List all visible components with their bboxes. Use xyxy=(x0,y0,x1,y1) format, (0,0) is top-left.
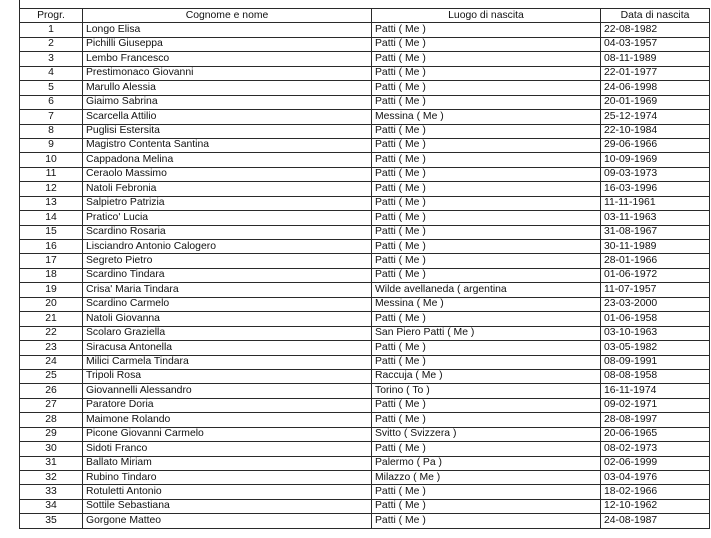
cell-progr: 22 xyxy=(20,326,83,340)
cell-name: Natoli Febronia xyxy=(83,182,372,196)
cell-birthplace: Patti ( Me ) xyxy=(372,196,601,210)
cell-birthdate: 09-02-1971 xyxy=(601,398,710,412)
cell-birthdate: 09-03-1973 xyxy=(601,167,710,181)
cell-progr: 35 xyxy=(20,514,83,528)
table-row xyxy=(20,297,710,311)
cell-birthplace: Svitto ( Svizzera ) xyxy=(372,427,601,441)
cell-birthdate: 03-04-1976 xyxy=(601,471,710,485)
birth-register-table xyxy=(19,8,710,529)
cell-progr: 15 xyxy=(20,225,83,239)
cell-birthdate: 30-11-1989 xyxy=(601,240,710,254)
cell-progr: 33 xyxy=(20,485,83,499)
cell-birthplace: Patti ( Me ) xyxy=(372,95,601,109)
cell-birthdate: 03-11-1963 xyxy=(601,211,710,225)
cell-name: Ballato Miriam xyxy=(83,456,372,470)
cell-name: Pichilli Giuseppa xyxy=(83,37,372,51)
table-row xyxy=(20,110,710,124)
cell-progr: 19 xyxy=(20,283,83,297)
cell-name: Giaimo Sabrina xyxy=(83,95,372,109)
cell-progr: 24 xyxy=(20,355,83,369)
cell-progr: 21 xyxy=(20,312,83,326)
cell-progr: 27 xyxy=(20,398,83,412)
table-header xyxy=(20,9,710,23)
table-row xyxy=(20,95,710,109)
table-row xyxy=(20,485,710,499)
cell-birthdate: 16-11-1974 xyxy=(601,384,710,398)
cell-progr: 17 xyxy=(20,254,83,268)
cell-birthdate: 28-01-1966 xyxy=(601,254,710,268)
cell-birthdate: 10-09-1969 xyxy=(601,153,710,167)
cell-birthdate: 08-08-1958 xyxy=(601,369,710,383)
cell-birthdate: 24-08-1987 xyxy=(601,514,710,528)
cell-birthplace: Patti ( Me ) xyxy=(372,341,601,355)
cell-name: Tripoli Rosa xyxy=(83,369,372,383)
cell-name: Siracusa Antonella xyxy=(83,341,372,355)
table-row xyxy=(20,37,710,51)
cell-progr: 31 xyxy=(20,456,83,470)
table-row xyxy=(20,182,710,196)
cell-birthplace: Patti ( Me ) xyxy=(372,312,601,326)
cell-name: Scolaro Graziella xyxy=(83,326,372,340)
cell-birthplace: San Piero Patti ( Me ) xyxy=(372,326,601,340)
cell-birthplace: Patti ( Me ) xyxy=(372,499,601,513)
cell-name: Crisa' Maria Tindara xyxy=(83,283,372,297)
table-row xyxy=(20,499,710,513)
cell-progr: 23 xyxy=(20,341,83,355)
cell-birthplace: Patti ( Me ) xyxy=(372,413,601,427)
cell-name: Scardino Tindara xyxy=(83,268,372,282)
cell-birthdate: 04-03-1957 xyxy=(601,37,710,51)
cell-progr: 10 xyxy=(20,153,83,167)
cell-birthdate: 18-02-1966 xyxy=(601,485,710,499)
cell-progr: 28 xyxy=(20,413,83,427)
cell-birthdate: 31-08-1967 xyxy=(601,225,710,239)
cell-name: Rotuletti Antonio xyxy=(83,485,372,499)
cell-progr: 13 xyxy=(20,196,83,210)
cell-birthplace: Patti ( Me ) xyxy=(372,66,601,80)
cell-birthdate: 22-08-1982 xyxy=(601,23,710,37)
table-row xyxy=(20,384,710,398)
cell-progr: 29 xyxy=(20,427,83,441)
cell-birthplace: Torino ( To ) xyxy=(372,384,601,398)
cell-progr: 8 xyxy=(20,124,83,138)
cell-birthplace: Patti ( Me ) xyxy=(372,81,601,95)
cell-birthdate: 08-11-1989 xyxy=(601,52,710,66)
cell-progr: 12 xyxy=(20,182,83,196)
table-row xyxy=(20,254,710,268)
cell-birthplace: Messina ( Me ) xyxy=(372,297,601,311)
table-row xyxy=(20,514,710,528)
cell-name: Pratico' Lucia xyxy=(83,211,372,225)
cell-progr: 11 xyxy=(20,167,83,181)
cell-progr: 25 xyxy=(20,369,83,383)
table-row xyxy=(20,369,710,383)
table-row xyxy=(20,124,710,138)
table-row xyxy=(20,138,710,152)
cell-birthdate: 20-01-1969 xyxy=(601,95,710,109)
cell-name: Lisciandro Antonio Calogero xyxy=(83,240,372,254)
cell-name: Gorgone Matteo xyxy=(83,514,372,528)
cell-name: Sidoti Franco xyxy=(83,442,372,456)
table-row xyxy=(20,413,710,427)
table-row xyxy=(20,442,710,456)
cell-birthdate: 22-10-1984 xyxy=(601,124,710,138)
cell-birthplace: Patti ( Me ) xyxy=(372,355,601,369)
cell-birthdate: 24-06-1998 xyxy=(601,81,710,95)
table-row xyxy=(20,326,710,340)
table-row xyxy=(20,341,710,355)
cell-birthdate: 08-09-1991 xyxy=(601,355,710,369)
cell-birthdate: 11-11-1961 xyxy=(601,196,710,210)
table-row xyxy=(20,81,710,95)
cell-name: Puglisi Estersita xyxy=(83,124,372,138)
cell-birthplace: Patti ( Me ) xyxy=(372,211,601,225)
cell-name: Marullo Alessia xyxy=(83,81,372,95)
cell-birthplace: Raccuja ( Me ) xyxy=(372,369,601,383)
table-row xyxy=(20,225,710,239)
cell-progr: 18 xyxy=(20,268,83,282)
cell-birthplace: Patti ( Me ) xyxy=(372,398,601,412)
cell-birthplace: Patti ( Me ) xyxy=(372,167,601,181)
cell-progr: 30 xyxy=(20,442,83,456)
cell-birthdate: 08-02-1973 xyxy=(601,442,710,456)
cell-birthplace: Patti ( Me ) xyxy=(372,225,601,239)
cell-name: Segreto Pietro xyxy=(83,254,372,268)
cell-name: Lembo Francesco xyxy=(83,52,372,66)
cell-birthplace: Patti ( Me ) xyxy=(372,182,601,196)
cell-birthplace: Patti ( Me ) xyxy=(372,254,601,268)
cell-birthplace: Patti ( Me ) xyxy=(372,37,601,51)
cell-birthplace: Patti ( Me ) xyxy=(372,124,601,138)
table-row xyxy=(20,23,710,37)
cell-birthdate: 11-07-1957 xyxy=(601,283,710,297)
table-row xyxy=(20,398,710,412)
table-row xyxy=(20,283,710,297)
left-margin-rule xyxy=(19,0,20,8)
table-row xyxy=(20,355,710,369)
table-row xyxy=(20,471,710,485)
cell-progr: 34 xyxy=(20,499,83,513)
cell-progr: 3 xyxy=(20,52,83,66)
cell-birthdate: 29-06-1966 xyxy=(601,138,710,152)
cell-birthplace: Patti ( Me ) xyxy=(372,268,601,282)
cell-name: Ceraolo Massimo xyxy=(83,167,372,181)
cell-birthdate: 02-06-1999 xyxy=(601,456,710,470)
cell-progr: 7 xyxy=(20,110,83,124)
cell-name: Scardino Rosaria xyxy=(83,225,372,239)
cell-birthdate: 23-03-2000 xyxy=(601,297,710,311)
cell-birthplace: Patti ( Me ) xyxy=(372,23,601,37)
table-row xyxy=(20,153,710,167)
cell-name: Longo Elisa xyxy=(83,23,372,37)
cell-birthplace: Patti ( Me ) xyxy=(372,138,601,152)
cell-name: Salpietro Patrizia xyxy=(83,196,372,210)
header-birthplace: Luogo di nascita xyxy=(372,9,601,23)
cell-name: Prestimonaco Giovanni xyxy=(83,66,372,80)
cell-birthplace: Patti ( Me ) xyxy=(372,514,601,528)
cell-progr: 16 xyxy=(20,240,83,254)
cell-name: Natoli Giovanna xyxy=(83,312,372,326)
header-row xyxy=(20,9,710,23)
table-row xyxy=(20,240,710,254)
cell-name: Sottile Sebastiana xyxy=(83,499,372,513)
cell-name: Maimone Rolando xyxy=(83,413,372,427)
cell-birthplace: Patti ( Me ) xyxy=(372,442,601,456)
table-row xyxy=(20,52,710,66)
cell-birthdate: 28-08-1997 xyxy=(601,413,710,427)
table-row xyxy=(20,456,710,470)
table-row xyxy=(20,66,710,80)
cell-birthplace: Wilde avellaneda ( argentina xyxy=(372,283,601,297)
cell-birthdate: 03-10-1963 xyxy=(601,326,710,340)
cell-name: Giovannelli Alessandro xyxy=(83,384,372,398)
cell-birthplace: Messina ( Me ) xyxy=(372,110,601,124)
cell-progr: 14 xyxy=(20,211,83,225)
cell-birthplace: Patti ( Me ) xyxy=(372,240,601,254)
cell-birthdate: 22-01-1977 xyxy=(601,66,710,80)
cell-name: Rubino Tindaro xyxy=(83,471,372,485)
cell-birthdate: 01-06-1958 xyxy=(601,312,710,326)
cell-progr: 4 xyxy=(20,66,83,80)
cell-progr: 20 xyxy=(20,297,83,311)
cell-name: Cappadona Melina xyxy=(83,153,372,167)
cell-progr: 6 xyxy=(20,95,83,109)
cell-name: Milici Carmela Tindara xyxy=(83,355,372,369)
cell-progr: 9 xyxy=(20,138,83,152)
cell-name: Scarcella Attilio xyxy=(83,110,372,124)
table-row xyxy=(20,312,710,326)
header-name: Cognome e nome xyxy=(83,9,372,23)
cell-birthdate: 12-10-1962 xyxy=(601,499,710,513)
header-birthdate: Data di nascita xyxy=(601,9,710,23)
cell-birthplace: Palermo ( Pa ) xyxy=(372,456,601,470)
cell-birthdate: 01-06-1972 xyxy=(601,268,710,282)
cell-progr: 5 xyxy=(20,81,83,95)
cell-progr: 32 xyxy=(20,471,83,485)
cell-birthplace: Patti ( Me ) xyxy=(372,153,601,167)
cell-progr: 2 xyxy=(20,37,83,51)
cell-birthdate: 25-12-1974 xyxy=(601,110,710,124)
table-row xyxy=(20,167,710,181)
table-row xyxy=(20,211,710,225)
cell-progr: 26 xyxy=(20,384,83,398)
cell-birthplace: Patti ( Me ) xyxy=(372,52,601,66)
cell-name: Paratore Doria xyxy=(83,398,372,412)
cell-progr: 1 xyxy=(20,23,83,37)
table-row xyxy=(20,196,710,210)
cell-birthdate: 16-03-1996 xyxy=(601,182,710,196)
cell-name: Scardino Carmelo xyxy=(83,297,372,311)
cell-birthplace: Patti ( Me ) xyxy=(372,485,601,499)
cell-birthplace: Milazzo ( Me ) xyxy=(372,471,601,485)
cell-birthdate: 20-06-1965 xyxy=(601,427,710,441)
table-row xyxy=(20,427,710,441)
cell-birthdate: 03-05-1982 xyxy=(601,341,710,355)
cell-name: Magistro Contenta Santina xyxy=(83,138,372,152)
table-row xyxy=(20,268,710,282)
cell-name: Picone Giovanni Carmelo xyxy=(83,427,372,441)
header-progr: Progr. xyxy=(20,9,83,23)
table-body xyxy=(20,23,710,528)
